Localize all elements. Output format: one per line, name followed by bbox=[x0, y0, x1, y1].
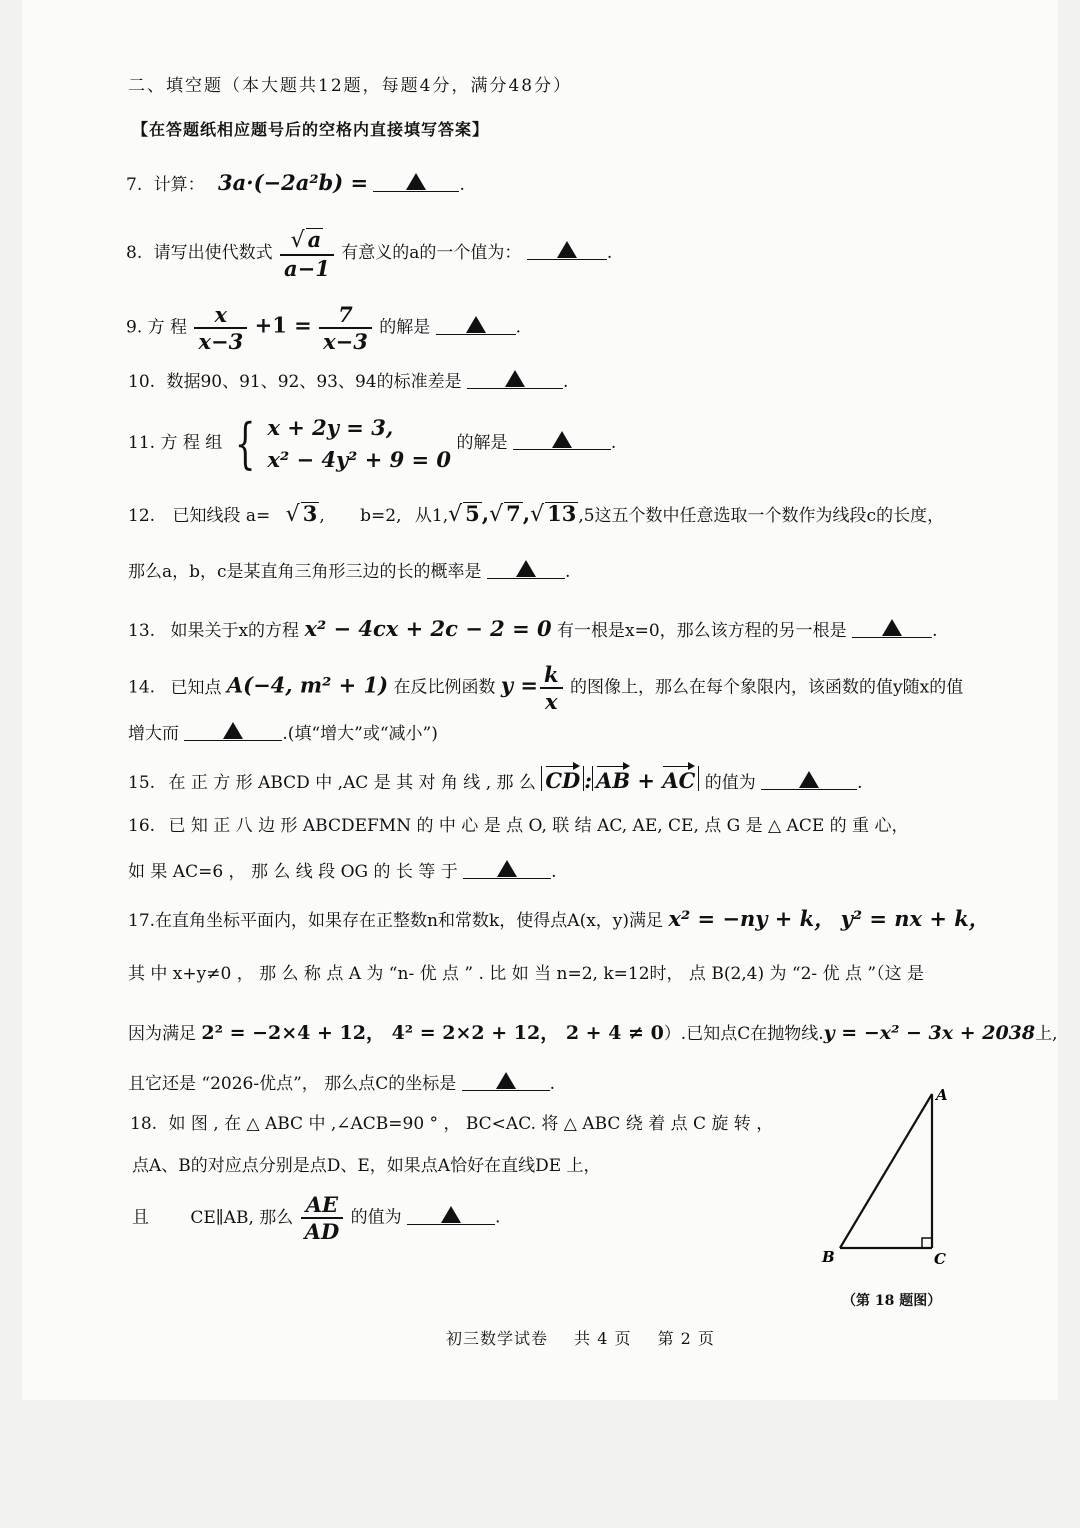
period: . bbox=[551, 862, 557, 882]
left-brace-icon: { bbox=[234, 411, 256, 475]
question-text: 在直角坐标平面内，如果存在正整数n和常数k，使得点A(x，y)满足 bbox=[155, 911, 664, 931]
answer-triangle-icon bbox=[882, 619, 902, 636]
question-text: 已 知 正 八 边 形 ABCDEFMN 的 中 心 是 点 O, 联 结 AC, AE, CE, 点 G 是 △ ACE 的 重 心， bbox=[168, 816, 909, 836]
answer-blank[interactable] bbox=[761, 771, 857, 790]
footer-total-pages: 共 4 页 bbox=[574, 1329, 632, 1348]
period: . bbox=[459, 175, 465, 195]
question-text: 数据90、91、92、93、94的标准差是 bbox=[166, 372, 462, 392]
question-12-line-2 bbox=[128, 560, 570, 581]
question-text: 请写出使代数式 bbox=[153, 243, 273, 263]
equation-1: x² = −ny + k， bbox=[668, 906, 836, 931]
question-text: 因为满足 bbox=[128, 1024, 196, 1044]
numerator: x bbox=[194, 304, 247, 329]
question-8 bbox=[126, 228, 612, 279]
section-instruction: 【在答题纸相应题号后的空格内直接填写答案】 bbox=[132, 120, 490, 139]
answer-triangle-icon bbox=[406, 173, 426, 190]
question-text: 且它还是 “2026-优点”， 那么点C的坐标是 bbox=[128, 1074, 457, 1094]
radicand: 7 bbox=[506, 501, 521, 526]
vector-ac: AC bbox=[662, 768, 696, 793]
denominator: a−1 bbox=[284, 256, 330, 281]
equation-1: x + 2y = 3, bbox=[267, 415, 394, 440]
question-text: 的解是 bbox=[456, 433, 508, 453]
question-number: 18. bbox=[130, 1114, 158, 1134]
period: . bbox=[606, 243, 613, 263]
answer-triangle-icon bbox=[466, 316, 486, 333]
math-expression: 2² = −2×4 + 12， 4² = 2×2 + 12， 2 + 4 ≠ 0 bbox=[201, 1022, 664, 1044]
sqrt-icon: √ bbox=[530, 502, 545, 527]
question-text: 方 程 bbox=[147, 317, 188, 338]
answer-blank[interactable] bbox=[513, 431, 611, 450]
side-ab bbox=[840, 1094, 932, 1248]
question-13 bbox=[128, 618, 937, 640]
period: . bbox=[857, 773, 863, 793]
question-text: a= bbox=[245, 506, 271, 526]
point-expression: A(−4, m² + 1) bbox=[226, 672, 389, 698]
question-7 bbox=[126, 172, 465, 194]
answer-blank[interactable] bbox=[527, 241, 607, 260]
question-text: b=2, bbox=[360, 506, 402, 526]
question-16-line-2 bbox=[128, 860, 557, 881]
answer-triangle-icon bbox=[516, 560, 536, 577]
question-text: 有一根是x=0，那么该方程的另一根是 bbox=[557, 621, 847, 641]
footer-page-number: 第 2 页 bbox=[657, 1329, 715, 1348]
vertex-label-a: A bbox=[936, 1086, 948, 1104]
footer-title: 初三数学试卷 bbox=[446, 1329, 549, 1348]
answer-triangle-icon bbox=[557, 241, 577, 258]
question-10 bbox=[128, 370, 568, 391]
period: . bbox=[495, 1207, 501, 1228]
answer-blank[interactable] bbox=[184, 722, 282, 741]
period: . bbox=[549, 1074, 556, 1094]
vector-ab: AB bbox=[596, 768, 631, 793]
question-number: 10. bbox=[128, 372, 156, 392]
period: . bbox=[610, 433, 617, 453]
section-heading: 二、填空题（本大题共12题，每题4分，满分48分） bbox=[128, 76, 573, 96]
answer-blank[interactable] bbox=[463, 860, 551, 879]
question-text: 增大而 bbox=[128, 724, 179, 744]
numerator: AE bbox=[301, 1194, 344, 1219]
sqrt-icon: √ bbox=[448, 502, 463, 527]
question-text: CE∥AB, 那么 bbox=[190, 1207, 294, 1228]
answer-blank[interactable] bbox=[373, 173, 459, 192]
question-15 bbox=[128, 766, 863, 792]
vector-cd: CD bbox=[545, 768, 581, 793]
question-number: 12. bbox=[128, 506, 156, 526]
question-18-line-2 bbox=[132, 1158, 601, 1175]
figure-caption: （第 18 题图） bbox=[842, 1293, 942, 1309]
question-number: 15. bbox=[128, 773, 156, 793]
question-text: 计算： bbox=[153, 175, 205, 195]
question-text: 且 bbox=[132, 1207, 149, 1228]
answer-blank[interactable] bbox=[487, 560, 565, 579]
answer-triangle-icon bbox=[441, 1206, 461, 1223]
question-number: 11. bbox=[128, 433, 156, 453]
question-text: 已知线段 bbox=[172, 506, 241, 526]
question-17-line-4 bbox=[128, 1072, 555, 1093]
question-text: 已知点 bbox=[170, 677, 222, 698]
page-footer bbox=[446, 1326, 715, 1349]
question-number: 9. bbox=[126, 317, 143, 338]
question-number: 8. bbox=[126, 243, 143, 263]
question-18-line-3 bbox=[132, 1194, 500, 1242]
question-number: 7. bbox=[126, 175, 143, 195]
function-expression: y = bbox=[500, 672, 539, 698]
question-12: 12. 已知线段 a= √ 3 , b=2, 从1,√ 5,√ 7,√ 13 ,5这五个数中任意选取一个数作为线段c的长度， bbox=[128, 501, 945, 527]
question-text: 上, bbox=[1035, 1024, 1058, 1044]
question-text: 如 图 , 在 △ ABC 中 ,∠ACB=90 ° ， BC<AC. 将 △ ABC 绕 着 点 C 旋 转 ， bbox=[168, 1114, 774, 1134]
answer-blank[interactable] bbox=[436, 316, 516, 335]
answer-triangle-icon bbox=[505, 370, 525, 387]
equation-2: x² − 4y² + 9 = 0 bbox=[267, 446, 452, 472]
equation-2: y² = nx + k， bbox=[840, 906, 990, 931]
denominator: x−3 bbox=[198, 329, 244, 354]
sqrt-icon: √ bbox=[285, 502, 300, 527]
answer-blank[interactable] bbox=[467, 370, 563, 389]
answer-blank[interactable] bbox=[462, 1072, 550, 1091]
question-text: 的解是 bbox=[379, 317, 431, 338]
question-text: ,5这五个数中任意选取一个数作为线段c的长度， bbox=[578, 506, 945, 526]
question-number: 13. bbox=[128, 621, 156, 641]
question-text: 如 果 AC=6 ， 那 么 线 段 OG 的 长 等 于 bbox=[128, 862, 458, 882]
sqrt-icon: √ bbox=[489, 502, 504, 527]
vertex-label-c: C bbox=[934, 1250, 946, 1268]
question-text: 如果关于x的方程 bbox=[170, 621, 300, 641]
question-text: 的图像上，那么在每个象限内，该函数的值y随x的值 bbox=[570, 677, 964, 698]
denominator: AD bbox=[304, 1219, 340, 1244]
question-text: 的值为 bbox=[704, 773, 756, 793]
question-text: .(填“增大”或“减小”) bbox=[282, 724, 438, 744]
question-text: 其 中 x+y≠0 ， 那 么 称 点 A 为 “n- 优 点 ” . 比 如 当 n=2, k=12时， 点 B(2,4) 为 “2- 优 点 ”（这 是 bbox=[128, 964, 924, 984]
question-number: 14. bbox=[128, 677, 156, 698]
question-14 bbox=[128, 664, 963, 712]
denominator: x−3 bbox=[323, 329, 368, 354]
question-number: 16. bbox=[128, 816, 156, 836]
radicand: 5 bbox=[465, 501, 480, 526]
question-18 bbox=[130, 1116, 773, 1133]
answer-triangle-icon bbox=[223, 722, 243, 739]
question-text: ）.已知点C在抛物线. bbox=[663, 1024, 824, 1044]
period: . bbox=[515, 317, 522, 338]
radicand: a bbox=[307, 227, 322, 252]
answer-triangle-icon bbox=[799, 771, 819, 788]
fraction bbox=[301, 1194, 344, 1242]
plus-sign: + bbox=[637, 768, 655, 793]
question-14-line-2 bbox=[128, 722, 438, 743]
question-text: 有意义的a的一个值为： bbox=[341, 243, 522, 263]
radicand: 3 bbox=[302, 501, 318, 526]
vertex-label-b: B bbox=[822, 1248, 835, 1266]
question-text: 在反比例函数 bbox=[393, 677, 496, 698]
period: . bbox=[563, 372, 569, 392]
parabola-expression: y = −x² − 3x + 2038 bbox=[823, 1022, 1036, 1044]
answer-triangle-icon bbox=[497, 860, 517, 877]
answer-blank[interactable] bbox=[407, 1206, 495, 1225]
question-17 bbox=[128, 908, 990, 930]
radicand: 13 bbox=[547, 501, 577, 526]
period: . bbox=[564, 562, 571, 582]
answer-triangle-icon bbox=[496, 1072, 516, 1089]
question-number: 17. bbox=[128, 911, 156, 931]
answer-blank[interactable] bbox=[852, 619, 932, 638]
question-9 bbox=[126, 304, 521, 352]
question-17-line-2 bbox=[128, 966, 924, 983]
fraction bbox=[540, 664, 563, 712]
math-expression: x² − 4cx + 2c − 2 = 0 bbox=[304, 616, 552, 641]
answer-triangle-icon bbox=[552, 431, 572, 448]
math-expression: +1 = bbox=[254, 312, 312, 338]
question-text: 从1, bbox=[414, 506, 449, 526]
sqrt-icon: √ bbox=[290, 228, 305, 253]
question-text: 方 程 组 bbox=[160, 433, 223, 453]
math-expression: 3a·(−2a²b) = bbox=[218, 170, 369, 195]
question-text: 点A、B的对应点分别是点D、E，如果点A恰好在直线DE 上， bbox=[132, 1156, 601, 1176]
fraction bbox=[319, 304, 372, 352]
question-17-line-3 bbox=[128, 1024, 1058, 1043]
fraction bbox=[280, 228, 334, 279]
question-text: 在 正 方 形 ABCD 中 ,AC 是 其 对 角 线 , 那 么 bbox=[168, 773, 536, 793]
fraction bbox=[194, 304, 247, 352]
question-11 bbox=[128, 412, 616, 475]
triangle-figure bbox=[812, 1082, 962, 1272]
question-16 bbox=[128, 818, 908, 835]
numerator: 7 bbox=[319, 304, 372, 329]
numerator: k bbox=[540, 664, 563, 689]
period: . bbox=[932, 621, 938, 641]
right-angle-icon bbox=[922, 1238, 932, 1248]
denominator: x bbox=[545, 689, 558, 714]
colon: : bbox=[584, 768, 593, 793]
equation-system bbox=[267, 412, 451, 475]
question-text: 那么a，b，c是某直角三角形三边的长的概率是 bbox=[128, 562, 482, 582]
question-text: 的值为 bbox=[350, 1207, 402, 1228]
